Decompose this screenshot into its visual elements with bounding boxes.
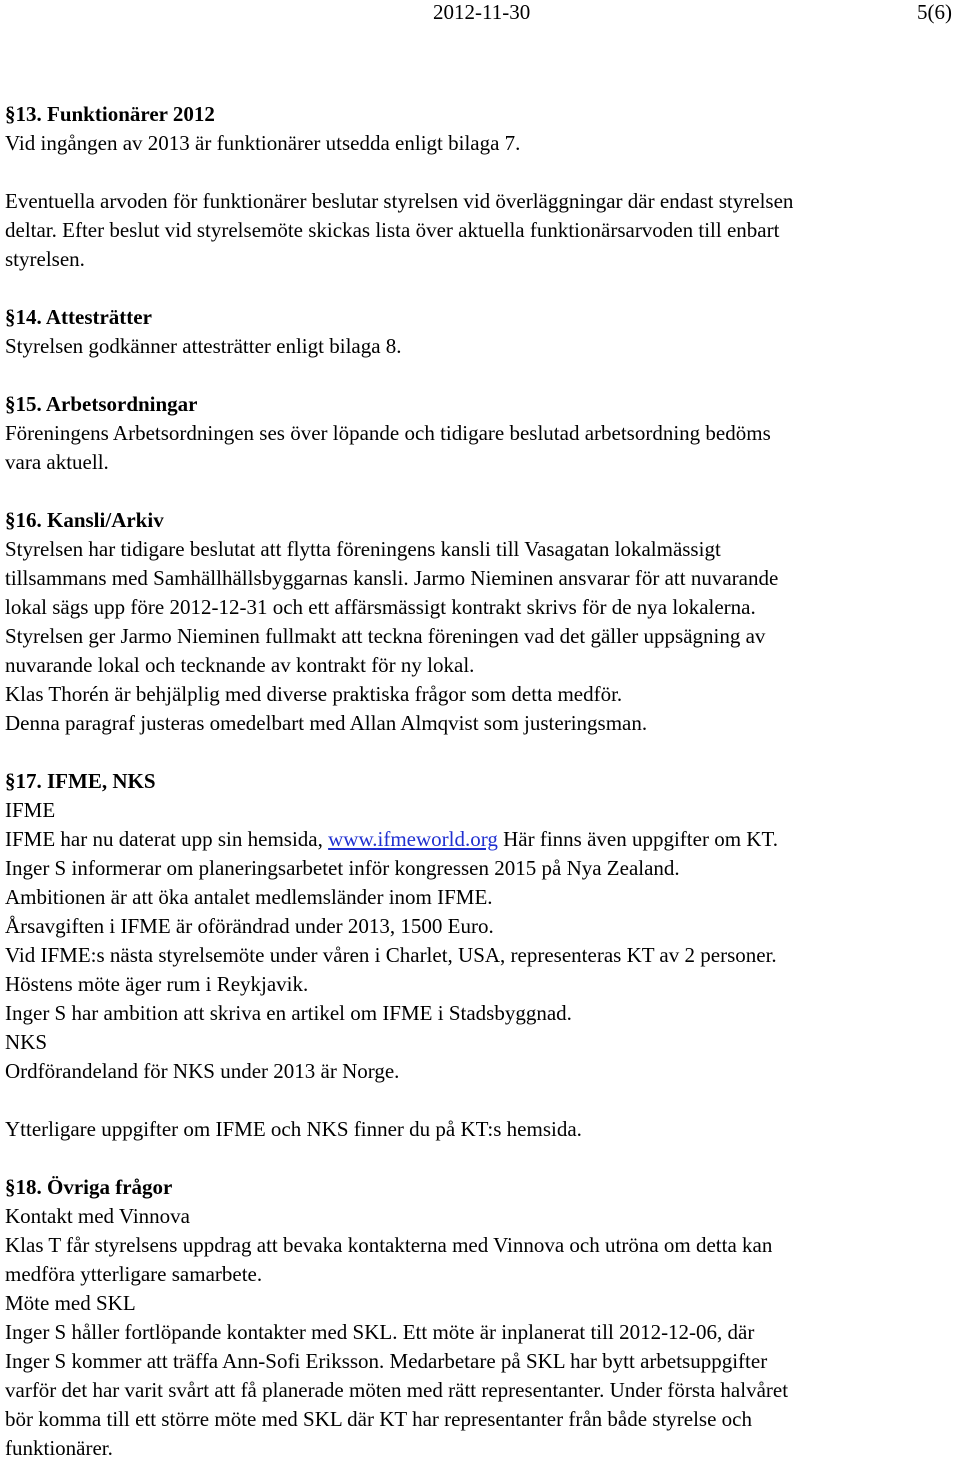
section-16-text: tillsammans med Samhällhällsbyggarnas kansli. Jarmo Nieminen ansvarar för att nuvarande bbox=[5, 566, 779, 590]
section-18-text: bör komma till ett större möte med SKL där KT har representanter från både styrelse och bbox=[5, 1407, 752, 1431]
section-17-text: Årsavgiften i IFME är oförändrad under 2013, 1500 Euro. bbox=[5, 914, 494, 938]
section-16-text: Denna paragraf justeras omedelbart med Allan Almqvist som justeringsman. bbox=[5, 711, 648, 735]
document-body bbox=[5, 100, 955, 1463]
section-18-text: varför det har varit svårt att få planerade möten med rätt representanter. Under första halvåret bbox=[5, 1378, 789, 1402]
section-17-text: Höstens möte äger rum i Reykjavik. bbox=[5, 972, 309, 996]
section-16-text: Styrelsen har tidigare beslutat att flytta föreningens kansli till Vasagatan lokalmässigt bbox=[5, 537, 721, 561]
section-16-text: nuvarande lokal och tecknande av kontrakt för ny lokal. bbox=[5, 653, 475, 677]
section-16-text: lokal sägs upp före 2012-12-31 och ett affärsmässigt kontrakt skrivs för de nya lokalerna. bbox=[5, 595, 756, 619]
page-header bbox=[0, 0, 960, 30]
section-14-text: Styrelsen godkänner attesträtter enligt bilaga 8. bbox=[5, 334, 402, 358]
section-14-heading: §14. Attesträtter bbox=[5, 305, 152, 329]
section-13-text: Eventuella arvoden för funktionärer beslutar styrelsen vid överläggningar där endast styrelsen bbox=[5, 189, 794, 213]
section-13-text: deltar. Efter beslut vid styrelsemöte skickas lista över aktuella funktionärsarvoden till enbart bbox=[5, 218, 780, 242]
section-13-text: styrelsen. bbox=[5, 247, 85, 271]
section-16-text: Styrelsen ger Jarmo Nieminen fullmakt att teckna föreningen vad det gäller uppsägning av bbox=[5, 624, 766, 648]
section-18-text: Klas T får styrelsens uppdrag att bevaka kontakterna med Vinnova och utröna om detta kan bbox=[5, 1233, 773, 1257]
section-17-text: Vid IFME:s nästa styrelsemöte under våren i Charlet, USA, representeras KT av 2 personer. bbox=[5, 943, 777, 967]
section-18-heading: §18. Övriga frågor bbox=[5, 1175, 173, 1199]
section-17-text: Inger S informerar om planeringsarbetet inför kongressen 2015 på Nya Zealand. bbox=[5, 856, 680, 880]
section-17-text: Ambitionen är att öka antalet medlemsländer inom IFME. bbox=[5, 885, 493, 909]
section-17-text-post: Här finns även uppgifter om KT. bbox=[497, 827, 778, 851]
section-17-text-pre: IFME har nu daterat upp sin hemsida, bbox=[5, 827, 329, 851]
section-15-heading: §15. Arbetsordningar bbox=[5, 392, 198, 416]
section-18-subheading-skl: Möte med SKL bbox=[5, 1291, 136, 1315]
section-17-subheading-ifme: IFME bbox=[5, 798, 56, 822]
section-13-text: Vid ingången av 2013 är funktionärer utsedda enligt bilaga 7. bbox=[5, 131, 521, 155]
section-17-text: Ytterligare uppgifter om IFME och NKS finner du på KT:s hemsida. bbox=[5, 1117, 582, 1141]
section-17-text bbox=[5, 825, 955, 854]
section-15-text: vara aktuell. bbox=[5, 450, 109, 474]
section-16-heading: §16. Kansli/Arkiv bbox=[5, 508, 164, 532]
section-17-subheading-nks: NKS bbox=[5, 1030, 48, 1054]
section-18-subheading-vinnova: Kontakt med Vinnova bbox=[5, 1204, 190, 1228]
section-13-heading: §13. Funktionärer 2012 bbox=[5, 102, 215, 126]
section-16-text: Klas Thorén är behjälplig med diverse praktiska frågor som detta medför. bbox=[5, 682, 623, 706]
section-15-text: Föreningens Arbetsordningen ses över löpande och tidigare beslutad arbetsordning bedöms bbox=[5, 421, 771, 445]
section-18-text: Inger S kommer att träffa Ann-Sofi Eriksson. Medarbetare på SKL har bytt arbetsuppgifter bbox=[5, 1349, 768, 1373]
header-date: 2012-11-30 bbox=[433, 0, 531, 24]
section-18-text: funktionärer. bbox=[5, 1436, 113, 1460]
section-18-text: medföra ytterligare samarbete. bbox=[5, 1262, 263, 1286]
ifmeworld-link[interactable]: www.ifmeworld.org bbox=[328, 827, 498, 851]
page-number: 5(6) bbox=[917, 0, 952, 24]
section-17-heading: §17. IFME, NKS bbox=[5, 769, 156, 793]
section-17-text: Ordförandeland för NKS under 2013 är Norge. bbox=[5, 1059, 400, 1083]
section-17-text: Inger S har ambition att skriva en artikel om IFME i Stadsbyggnad. bbox=[5, 1001, 572, 1025]
section-18-text: Inger S håller fortlöpande kontakter med SKL. Ett möte är inplanerat till 2012-12-06, där bbox=[5, 1320, 755, 1344]
